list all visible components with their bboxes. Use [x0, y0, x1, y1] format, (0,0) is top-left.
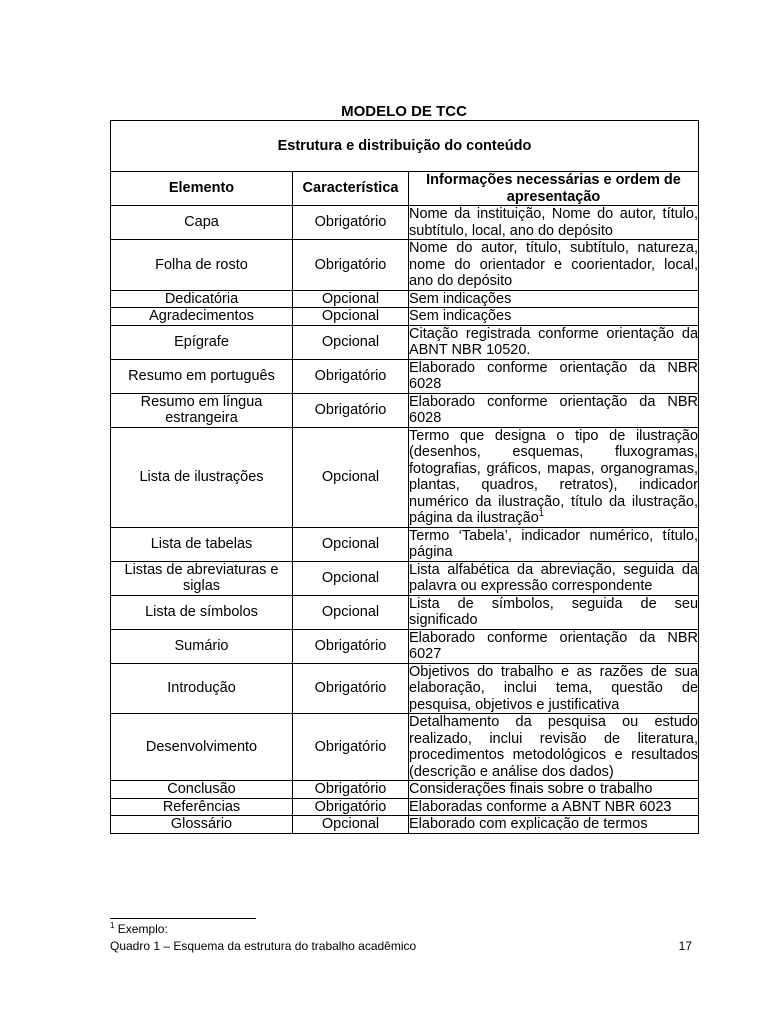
- cell-informacoes: Lista de símbolos, seguida de seu significado: [409, 595, 699, 628]
- table-row: [111, 663, 699, 714]
- figure-caption: Quadro 1 – Esquema da estrutura do trabalho acadêmico: [110, 939, 417, 953]
- cell-informacoes: Elaboradas conforme a ABNT NBR 6023: [409, 798, 699, 816]
- table-row: [111, 816, 699, 834]
- cell-caracteristica: Obrigatório: [293, 240, 409, 291]
- table-row: [111, 308, 699, 326]
- table-row: [111, 240, 699, 291]
- table-row: [111, 714, 699, 781]
- cell-informacoes: Elaborado conforme orientação da NBR 6028: [409, 359, 699, 392]
- cell-informacoes: Sem indicações: [409, 308, 699, 326]
- table-row: [111, 527, 699, 561]
- cell-caracteristica: Obrigatório: [293, 781, 409, 799]
- cell-caracteristica: Opcional: [293, 816, 409, 834]
- cell-informacoes: Termo ‘Tabela’, indicador numérico, título, página: [409, 527, 699, 560]
- table-banner-row: [111, 121, 699, 172]
- table-row: [111, 206, 699, 240]
- cell-elemento: Capa: [111, 206, 293, 240]
- cell-informacoes: [409, 427, 699, 527]
- cell-caracteristica: Opcional: [293, 325, 409, 359]
- table-row: [111, 595, 699, 629]
- header-informacoes: Informações necessárias e ordem de apresentação: [409, 172, 699, 206]
- cell-elemento: Epígrafe: [111, 325, 293, 359]
- cell-caracteristica: Opcional: [293, 290, 409, 308]
- cell-caracteristica: Obrigatório: [293, 714, 409, 781]
- cell-caracteristica: Opcional: [293, 527, 409, 561]
- cell-informacoes: Lista alfabética da abreviação, seguida da palavra ou expressão correspondente: [409, 561, 699, 594]
- cell-caracteristica: Obrigatório: [293, 798, 409, 816]
- cell-elemento: Listas de abreviaturas e siglas: [111, 561, 293, 595]
- cell-informacoes: Citação registrada conforme orientação da ABNT NBR 10520.: [409, 325, 699, 358]
- cell-elemento: Glossário: [111, 816, 293, 834]
- footnote-reference: 1: [538, 508, 544, 519]
- cell-elemento: Folha de rosto: [111, 240, 293, 291]
- cell-informacoes-text: Termo que designa o tipo de ilustração (desenhos, esquemas, fluxogramas, fotografias, gráficos, mapas, organogramas, plantas, quadros, retratos), indicador numérico da ilustração, título da ilustração, página da ilustração: [409, 427, 699, 526]
- cell-informacoes: Nome da instituição, Nome do autor, título, subtítulo, local, ano do depósito: [409, 206, 699, 239]
- cell-elemento: Resumo em português: [111, 359, 293, 393]
- cell-elemento: Resumo em língua estrangeira: [111, 393, 293, 427]
- cell-informacoes: Detalhamento da pesquisa ou estudo realizado, inclui revisão de literatura, procedimentos metodológicos e resultados (descrição e análise dos dados): [409, 714, 699, 780]
- cell-caracteristica: Obrigatório: [293, 359, 409, 393]
- cell-elemento: Lista de tabelas: [111, 527, 293, 561]
- cell-elemento: Lista de ilustrações: [111, 427, 293, 527]
- cell-informacoes: Objetivos do trabalho e as razões de sua elaboração, inclui tema, questão de pesquisa, objetivos e justificativa: [409, 663, 699, 713]
- table-row: [111, 629, 699, 663]
- cell-caracteristica: Obrigatório: [293, 629, 409, 663]
- cell-caracteristica: Obrigatório: [293, 393, 409, 427]
- cell-caracteristica: Opcional: [293, 561, 409, 595]
- table-row: [111, 359, 699, 393]
- cell-caracteristica: Opcional: [293, 427, 409, 527]
- table-row: [111, 427, 699, 527]
- cell-informacoes: Elaborado conforme orientação da NBR 6027: [409, 629, 699, 662]
- cell-caracteristica: Opcional: [293, 308, 409, 326]
- document-title: MODELO DE TCC: [341, 103, 467, 120]
- cell-caracteristica: Opcional: [293, 595, 409, 629]
- table-row: [111, 781, 699, 799]
- header-caracteristica: Característica: [293, 172, 409, 206]
- table-header-row: [111, 172, 699, 206]
- cell-caracteristica: Obrigatório: [293, 206, 409, 240]
- table-row: [111, 798, 699, 816]
- cell-elemento: Agradecimentos: [111, 308, 293, 326]
- header-elemento: Elemento: [111, 172, 293, 206]
- cell-elemento: Desenvolvimento: [111, 714, 293, 781]
- cell-informacoes: Considerações finais sobre o trabalho: [409, 781, 699, 799]
- cell-elemento: Dedicatória: [111, 290, 293, 308]
- footnote-text: Exemplo:: [117, 922, 168, 936]
- footnote-separator: [110, 918, 256, 919]
- table-row: [111, 561, 699, 595]
- cell-informacoes: Sem indicações: [409, 290, 699, 308]
- cell-informacoes-text: Elaborado com explicação de termos: [409, 816, 648, 830]
- table-row: [111, 393, 699, 427]
- cell-informacoes: Elaborado conforme orientação da NBR 6028: [409, 393, 699, 426]
- cell-elemento: Referências: [111, 798, 293, 816]
- table-row: [111, 325, 699, 359]
- cell-informacoes: Nome do autor, título, subtítulo, natureza, nome do orientador e coorientador, local, ano do depósito: [409, 240, 699, 289]
- table-row: [111, 290, 699, 308]
- cell-elemento: Sumário: [111, 629, 293, 663]
- table-caption: Estrutura e distribuição do conteúdo: [111, 121, 699, 172]
- page-number: 17: [678, 939, 692, 953]
- cell-informacoes: [409, 816, 699, 834]
- tcc-structure-table: [110, 120, 699, 834]
- footnote-number: 1: [110, 921, 115, 930]
- cell-elemento: Introdução: [111, 663, 293, 714]
- cell-elemento: Conclusão: [111, 781, 293, 799]
- footnote: [110, 922, 168, 936]
- cell-elemento: Lista de símbolos: [111, 595, 293, 629]
- cell-caracteristica: Obrigatório: [293, 663, 409, 714]
